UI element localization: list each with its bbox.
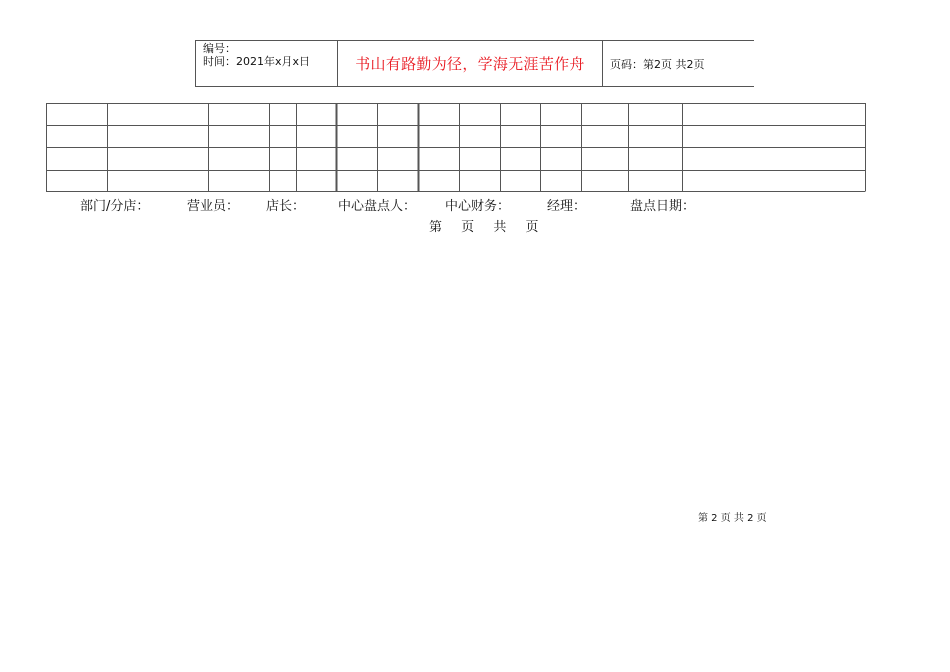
- page-count-line: [429, 216, 553, 235]
- page-gong: 共: [493, 220, 507, 235]
- page-footer: 第 2 页 共 2 页: [698, 513, 767, 524]
- center-counter-label: 中心盘点人：: [338, 199, 417, 214]
- center-finance-label: 中心财务：: [445, 199, 511, 214]
- inventory-table-grid: [46, 103, 866, 192]
- time-label: 时间：2021年x月x日: [203, 55, 311, 68]
- header-meta: [196, 41, 338, 86]
- store-manager-label: 店长：: [266, 199, 306, 214]
- inventory-table: [46, 103, 866, 192]
- salesperson-label: 营业员：: [187, 199, 240, 214]
- header-motto: [338, 41, 603, 86]
- page-di: 第: [429, 220, 443, 235]
- page-ye-total: 页: [525, 220, 539, 235]
- header-page-info: [603, 41, 754, 86]
- motto-text: 书山有路勤为径，学海无涯苦作舟: [355, 55, 585, 73]
- serial-number-label: 编号：: [203, 42, 236, 55]
- signature-row: [0, 195, 950, 213]
- page-ye: 页: [461, 220, 475, 235]
- department-label: 部门/分店：: [80, 199, 150, 214]
- manager-label: 经理：: [547, 199, 587, 214]
- count-date-label: 盘点日期：: [630, 199, 696, 214]
- page-code-label: 页码：第2页 共2页: [610, 57, 705, 71]
- document-header: [195, 40, 754, 87]
